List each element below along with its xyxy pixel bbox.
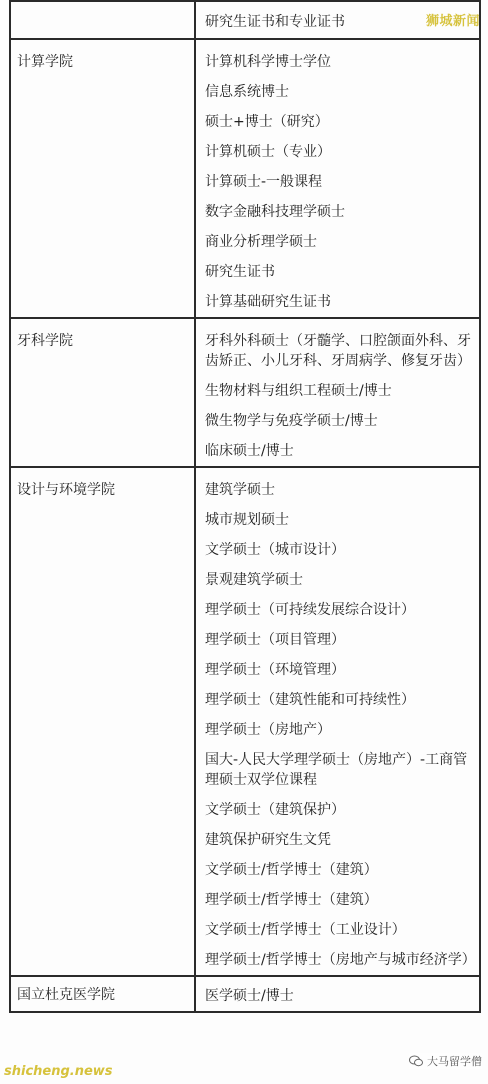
program-item: 生物材料与组织工程硕士/博士 <box>205 383 392 399</box>
faculty-cell: 计算学院 <box>10 39 195 318</box>
program-item: 研究生证书和专业证书 <box>205 14 345 30</box>
program-item: 计算机硕士（专业） <box>205 144 331 160</box>
program-item: 理学硕士（房地产） <box>205 722 331 738</box>
program-item: 牙科外科硕士（牙髓学、口腔颌面外科、牙齿矫正、小儿牙科、牙周病学、修复牙齿） <box>205 333 471 369</box>
program-item: 硕士+博士（研究） <box>205 114 329 130</box>
table-row <box>10 318 480 467</box>
faculty-cell: 设计与环境学院 <box>10 467 195 976</box>
program-item: 理学硕士/哲学博士（房地产与城市经济学） <box>205 952 476 968</box>
program-cell <box>195 976 480 1012</box>
program-item: 理学硕士/哲学博士（建筑） <box>205 892 378 908</box>
program-cell <box>195 318 480 467</box>
program-item: 城市规划硕士 <box>205 512 289 528</box>
program-item: 计算基础研究生证书 <box>205 294 331 310</box>
faculty-cell <box>10 1 195 39</box>
program-item: 建筑保护研究生文凭 <box>205 832 331 848</box>
program-item: 微生物学与免疫学硕士/博士 <box>205 413 378 429</box>
wechat-icon <box>409 1055 423 1067</box>
program-item: 理学硕士（环境管理） <box>205 662 345 678</box>
faculty-cell: 牙科学院 <box>10 318 195 467</box>
program-item: 文学硕士（城市设计） <box>205 542 345 558</box>
watermark-top: 狮城新闻 <box>425 14 480 29</box>
program-item: 国大-人民大学理学硕士（房地产）-工商管理硕士双学位课程 <box>205 752 468 788</box>
program-item: 理学硕士（可持续发展综合设计） <box>205 602 415 618</box>
program-item: 文学硕士（建筑保护） <box>205 802 345 818</box>
program-item: 文学硕士/哲学博士（建筑） <box>205 862 378 878</box>
program-cell <box>195 39 480 318</box>
program-item: 研究生证书 <box>205 264 275 280</box>
program-item: 数字金融科技理学硕士 <box>205 204 345 220</box>
program-item: 理学硕士（项目管理） <box>205 632 345 648</box>
program-item: 计算硕士-一般课程 <box>205 174 323 190</box>
program-item: 文学硕士/哲学博士（工业设计） <box>205 922 406 938</box>
watermark-bottom-right-text: 大马留学僧 <box>427 1055 482 1068</box>
program-item: 临床硕士/博士 <box>205 443 294 459</box>
watermark-bottom-left: shicheng.news <box>4 1064 113 1079</box>
faculty-cell: 国立杜克医学院 <box>10 976 195 1012</box>
program-item: 建筑学硕士 <box>205 482 275 498</box>
programs-table-body <box>10 1 480 1012</box>
table-row <box>10 1 480 39</box>
watermark-bottom-right <box>409 1053 482 1069</box>
program-item: 商业分析理学硕士 <box>205 234 317 250</box>
program-item: 医学硕士/博士 <box>205 988 294 1004</box>
table-row <box>10 39 480 318</box>
program-item: 理学硕士（建筑性能和可持续性） <box>205 692 415 708</box>
program-item: 计算机科学博士学位 <box>205 54 331 70</box>
programs-table <box>9 0 481 1013</box>
table-row <box>10 467 480 976</box>
program-item: 信息系统博士 <box>205 84 289 100</box>
program-item: 景观建筑学硕士 <box>205 572 303 588</box>
table-row <box>10 976 480 1012</box>
program-cell <box>195 467 480 976</box>
